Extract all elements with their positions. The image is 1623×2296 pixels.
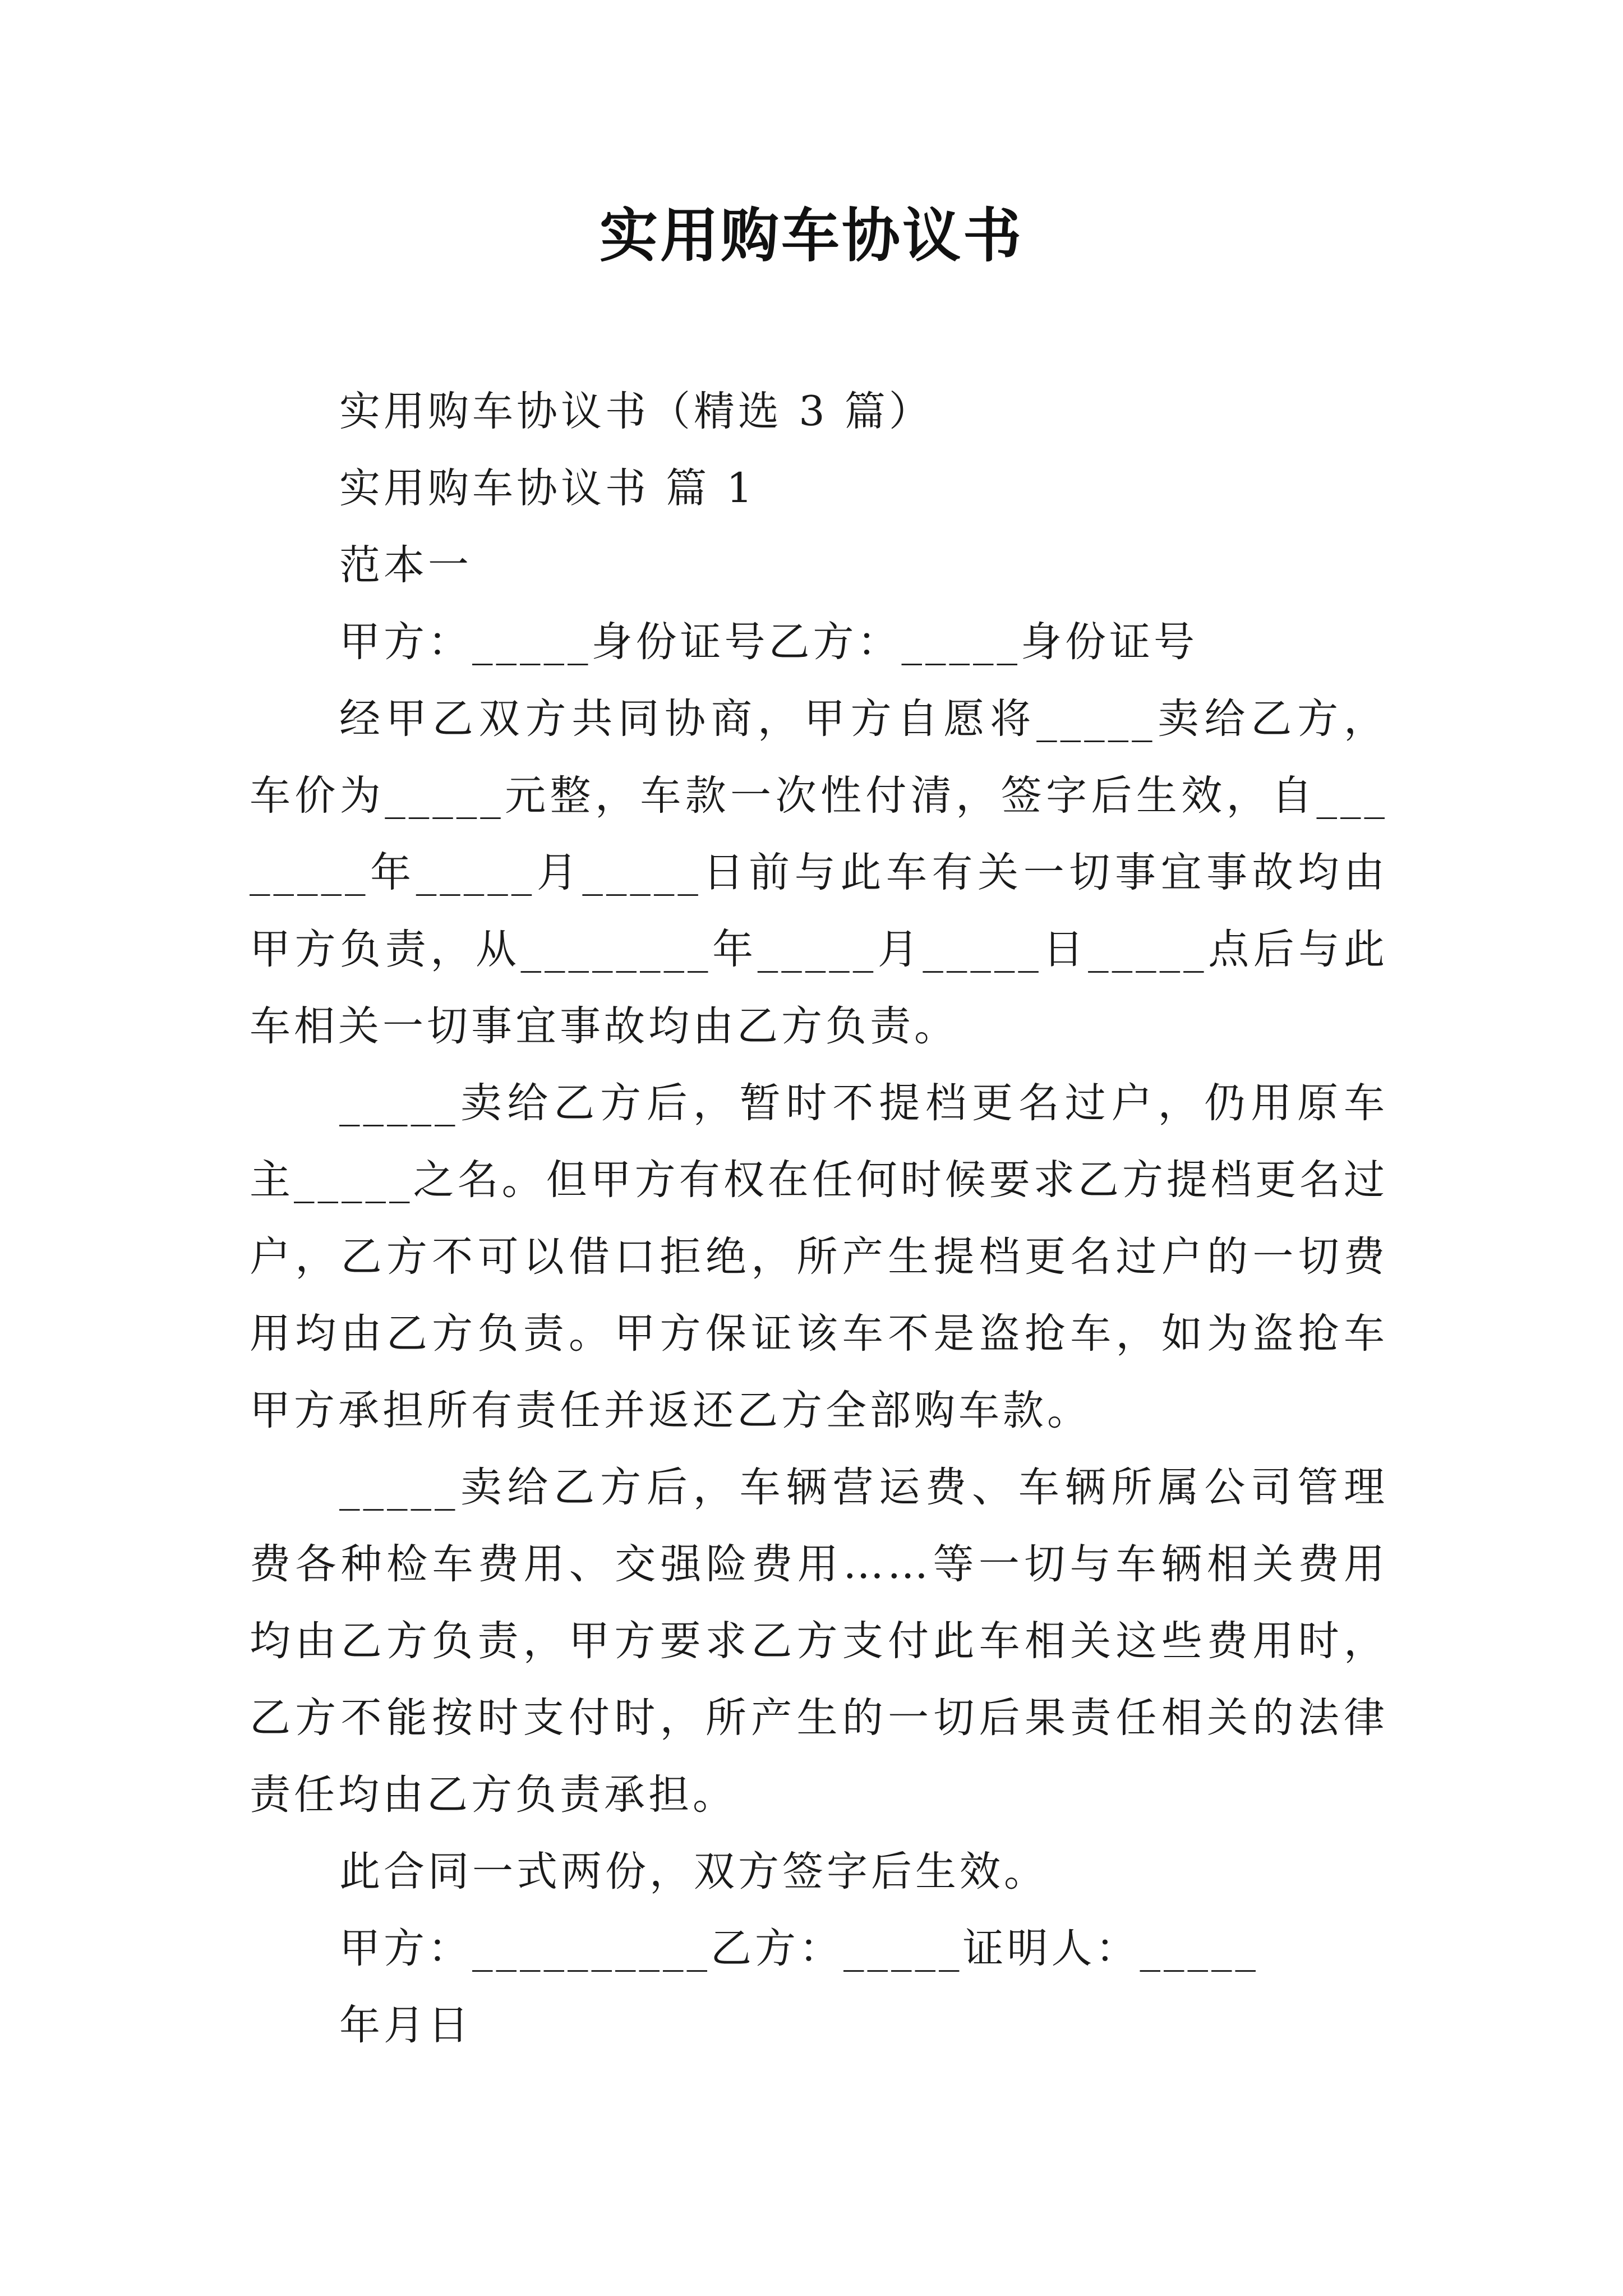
clause-transfer: _____卖给乙方后，暂时不提档更名过户，仍用原车主_____之名。但甲方有权在任何时候要求乙方提档更名过户，乙方不可以借口拒绝，所产生提档更名过户的一切费用均由乙方负责。甲方保证该车不是盗抢车，如为盗抢车甲方承担所有责任并返还乙方全部购车款。 <box>250 1079 1388 1434</box>
document-body <box>250 373 1388 2064</box>
sample-label: 范本一 <box>339 541 472 589</box>
subtitle-selection: 实用购车协议书（精选 3 篇） <box>339 388 933 435</box>
section-heading: 实用购车协议书 篇 1 <box>339 464 756 512</box>
document-title: 实用购车协议书 <box>599 201 1023 270</box>
parties-line: 甲方：_____身份证号乙方：_____身份证号 <box>339 618 1198 666</box>
clause-copies: 此合同一式两份，双方签字后生效。 <box>339 1848 1048 1895</box>
clause-fees: _____卖给乙方后，车辆营运费、车辆所属公司管理费各种检车费用、交强险费用……等一切与车辆相关费用均由乙方负责，甲方要求乙方支付此车相关这些费用时，乙方不能按时支付时，所产生的一切后果责任相关的法律责任均由乙方负责承担。 <box>250 1464 1388 1819</box>
date-line: 年月日 <box>339 2001 472 2049</box>
signature-line: 甲方：__________乙方：_____证明人：_____ <box>339 1925 1259 1972</box>
clause-sale-terms: 经甲乙双方共同协商，甲方自愿将_____卖给乙方，车价为_____元整，车款一次性付清，签字后生效，自________年_____月_____日前与此车有关一切事宜事故均由甲方负责，从________年_____月_____日_____点后与此车相关一切事宜事故均由乙方负责。 <box>250 695 1388 1050</box>
